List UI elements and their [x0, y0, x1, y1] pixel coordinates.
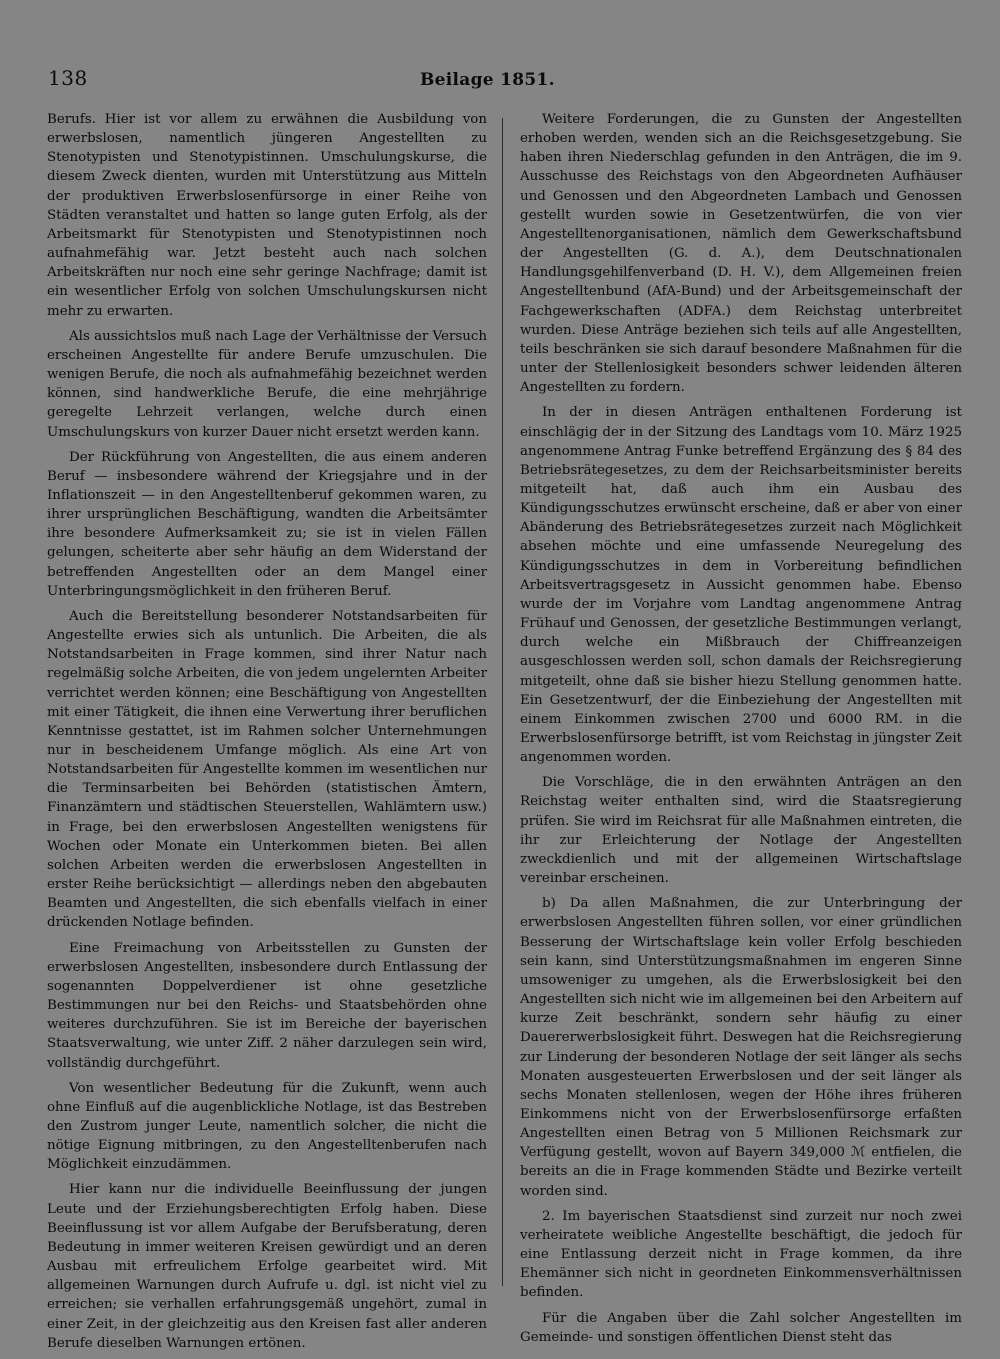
page-number: 138	[48, 66, 88, 90]
paragraph: In der in diesen Anträgen enthaltenen Forderung ist einschlägig der in der Sitzung des Landtags vom 10. März 1925 angenommene Antrag Funke betreffend Ergänzung des § 84 des Betriebsrätegesetzes, zu dem der Reichsarbeitsminister bereits mitgeteilt hat, daß auch ihm ein Ausbau des Kündigungsschutzes erwünscht erscheine, daß er aber von einer Abänderung des Betriebsrätegesetzes zurzeit nach Möglichkeit absehen möchte und eine umfassende Neuregelung des Kündigungsschutzes in dem in Vorbereitung befindlichen Arbeitsvertragsgesetz in Aussicht genommen habe. Ebenso wurde der im Vorjahre vom Landtag angenommene Antrag Frühauf und Genossen, der gesetzliche Bestimmungen verlangt, durch welche ein Mißbrauch der Chiffreanzeigen ausgeschlossen werden soll, schon damals der Reichsregierung mitgeteilt, ohne daß sie bisher hiezu Stellung genommen hatte. Ein Gesetzentwurf, der die Einbeziehung der Angestellten mit einem Einkommen zwischen 2700 und 6000 RM. in die Erwerbslosenfürsorge betrifft, ist vom Reichstag in jüngster Zeit angenommen worden.	[520, 405, 962, 766]
paragraph: b) Da allen Maßnahmen, die zur Unterbringung der erwerbslosen Angestellten führen sollen, vor einer gründlichen Besserung der Wirtschaftslage kein voller Erfolg beschieden sein kann, sind Unterstützungsmaßnahmen im engeren Sinne umsoweniger zu umgehen, als die Erwerbslosigkeit bei den Angestellten sich nicht wie im allgemeinen bei den Arbeitern auf kurze Zeit beschränkt, sondern sehr häufig zu einer Dauererwerbslosigkeit führt. Deswegen hat die Reichsregierung zur Linderung der besonderen Notlage der seit länger als sechs Monaten ausgesteuerten Erwerbslosen und der seit länger als sechs Monaten stellenlosen, wegen der Höhe ihres früheren Einkommens nicht von der Erwerbslosenfürsorge erfaßten Angestellten einen Betrag von 5 Millionen Reichsmark zur Verfügung gestellt, wovon auf Bayern 349,000 ℳ entfielen, die bereits an die in Frage kommenden Städte und Bezirke verteilt worden sind.	[520, 896, 962, 1199]
column-divider	[502, 118, 503, 1286]
paragraph: Auch die Bereitstellung besonderer Notstandsarbeiten für Angestellte erwies sich als untunlich. Die Arbeiten, die als Notstandsarbeiten in Frage kommen, sind ihrer Natur nach regelmäßig solche Arbeiten, die von jedem ungelernten Arbeiter verrichtet werden können; eine Beschäftigung von Angestellten mit einer Tätigkeit, die ihnen eine Verwertung ihrer beruflichen Kenntnisse gestattet, ist im Rahmen solcher Unternehmungen nur in bescheidenem Umfange möglich. Als eine Art von Notstandsarbeiten für Angestellte kommen im wesentlichen nur die Terminsarbeiten bei Behörden (statistischen Ämtern, Finanzämtern und städtischen Steuerstellen, Wahlämtern usw.) in Frage, bei den erwerbslosen Angestellten wenigstens für Wochen oder Monate ein Unterkommen bieten. Bei allen solchen Arbeiten werden die erwerbslosen Angestellten in erster Reihe berücksichtigt — allerdings neben den abgebauten Beamten und Angestellten, die sich ebenfalls vielfach in einer drückenden Notlage befinden.	[47, 608, 487, 931]
right-column	[520, 110, 962, 1353]
paragraph: Als aussichtslos muß nach Lage der Verhältnisse der Versuch erscheinen Angestellte für andere Berufe umzuschulen. Die wenigen Berufe, die noch als aufnahmefähig bezeichnet werden können, sind handwerkliche Berufe, die eine mehrjährige geregelte Lehrzeit verlangen, welche durch einen Umschulungskurs von kurzer Dauer nicht ersetzt werden kann.	[47, 328, 487, 440]
paragraph: Die Vorschläge, die in den erwähnten Anträgen an den Reichstag weiter enthalten sind, wird die Staatsregierung prüfen. Sie wird im Reichsrat für alle Maßnahmen eintreten, die ihr zur Erleichterung der Notlage der Angestellten zweckdienlich und mit der allgemeinen Wirtschaftslage vereinbar erscheinen.	[520, 775, 962, 887]
left-column	[47, 110, 487, 1359]
page-header: Beilage 1851.	[420, 70, 555, 90]
paragraph: Weitere Forderungen, die zu Gunsten der Angestellten erhoben werden, wenden sich an die Reichsgesetzgebung. Sie haben ihren Niederschlag gefunden in den Anträgen, die im 9. Ausschusse des Reichstags von den Abgeordneten Aufhäuser und Genossen und den Abgeordneten Lambach und Genossen gestellt wurden sowie in Gesetzentwürfen, die von vier Angestelltenorganisationen, nämlich dem Gewerkschaftsbund der Angestellten (G. d. A.), dem Deutschnationalen Handlungsgehilfenverband (D. H. V.), dem Allgemeinen freien Angestelltenbund (AfA-Bund) und der Arbeitsgemeinschaft der Fachgewerkschaften (ADFA.) dem Reichstag unterbreitet wurden. Diese Anträge beziehen sich teils auf alle Angestellten, teils beschränken sie sich darauf besondere Maßnahmen für die unter der Stellenlosigkeit besonders schwer leidenden älteren Angestellten zu fordern.	[520, 112, 962, 396]
paragraph: Eine Freimachung von Arbeitsstellen zu Gunsten der erwerbslosen Angestellten, insbesondere durch Entlassung der sogenannten Doppelverdiener ist ohne gesetzliche Bestimmungen nur bei den Reichs- und Staatsbehörden ohne weiteres durchzuführen. Sie ist im Bereiche der bayerischen Staatsverwaltung, wie unter Ziff. 2 näher darzulegen sein wird, vollständig durchgeführt.	[47, 940, 487, 1071]
paragraph: Von wesentlicher Bedeutung für die Zukunft, wenn auch ohne Einfluß auf die augenblickliche Notlage, ist das Bestreben den Zustrom junger Leute, namentlich solcher, die nicht die nötige Eignung mitbringen, zu den Angestelltenberufen nach Möglichkeit einzudämmen.	[47, 1080, 487, 1173]
paragraph: Hier kann nur die individuelle Beeinflussung der jungen Leute und der Erziehungsberechtigten Erfolg haben. Diese Beeinflussung ist vor allem Aufgabe der Berufsberatung, deren Bedeutung in immer weiteren Kreisen gewürdigt und an deren Ausbau mit erfreulichem Erfolge gearbeitet wird. Mit allgemeinen Warnungen durch Aufrufe u. dgl. ist nicht viel zu erreichen; sie verhallen erfahrungsgemäß ungehört, zumal in einer Zeit, in der gleichzeitig aus den Kreisen fast aller anderen Berufe dieselben Warnungen ertönen.	[47, 1182, 487, 1351]
paragraph: Für die Angaben über die Zahl solcher Angestellten im Gemeinde- und sonstigen öffentlichen Dienst steht das	[520, 1310, 962, 1345]
paragraph: Der Rückführung von Angestellten, die aus einem anderen Beruf — insbesondere während der Kriegsjahre und in der Inflationszeit — in den Angestelltenberuf gekommen waren, zu ihrer ursprünglichen Beschäftigung, wandten die Arbeitsämter ihre besondere Aufmerksamkeit zu; sie ist in vielen Fällen gelungen, scheiterte aber sehr häufig an dem Widerstand der betreffenden Angestellten oder an dem Mangel einer Unterbringungsmöglichkeit in den früheren Beruf.	[47, 449, 487, 599]
paragraph: 2. Im bayerischen Staatsdienst sind zurzeit nur noch zwei verheiratete weibliche Angestellte beschäftigt, die jedoch für eine Entlassung derzeit nicht in Frage kommen, da ihre Ehemänner sich nicht in geordneten Einkommensverhältnissen befinden.	[520, 1208, 962, 1301]
paragraph: Berufs. Hier ist vor allem zu erwähnen die Ausbildung von erwerbslosen, namentlich jüngeren Angestellten zu Stenotypisten und Stenotypistinnen. Umschulungskurse, die diesem Zweck dienten, wurden mit Unterstützung aus Mitteln der produktiven Erwerbslosenfürsorge in einer Reihe von Städten veranstaltet und hatten so lange guten Erfolg, als der Arbeitsmarkt für Stenotypisten und Stenotypistinnen noch aufnahmefähig war. Jetzt besteht auch nach solchen Arbeitskräften nur noch eine sehr geringe Nachfrage; damit ist ein wesentlicher Erfolg von solchen Umschulungskursen nicht mehr zu erwarten.	[47, 112, 487, 319]
